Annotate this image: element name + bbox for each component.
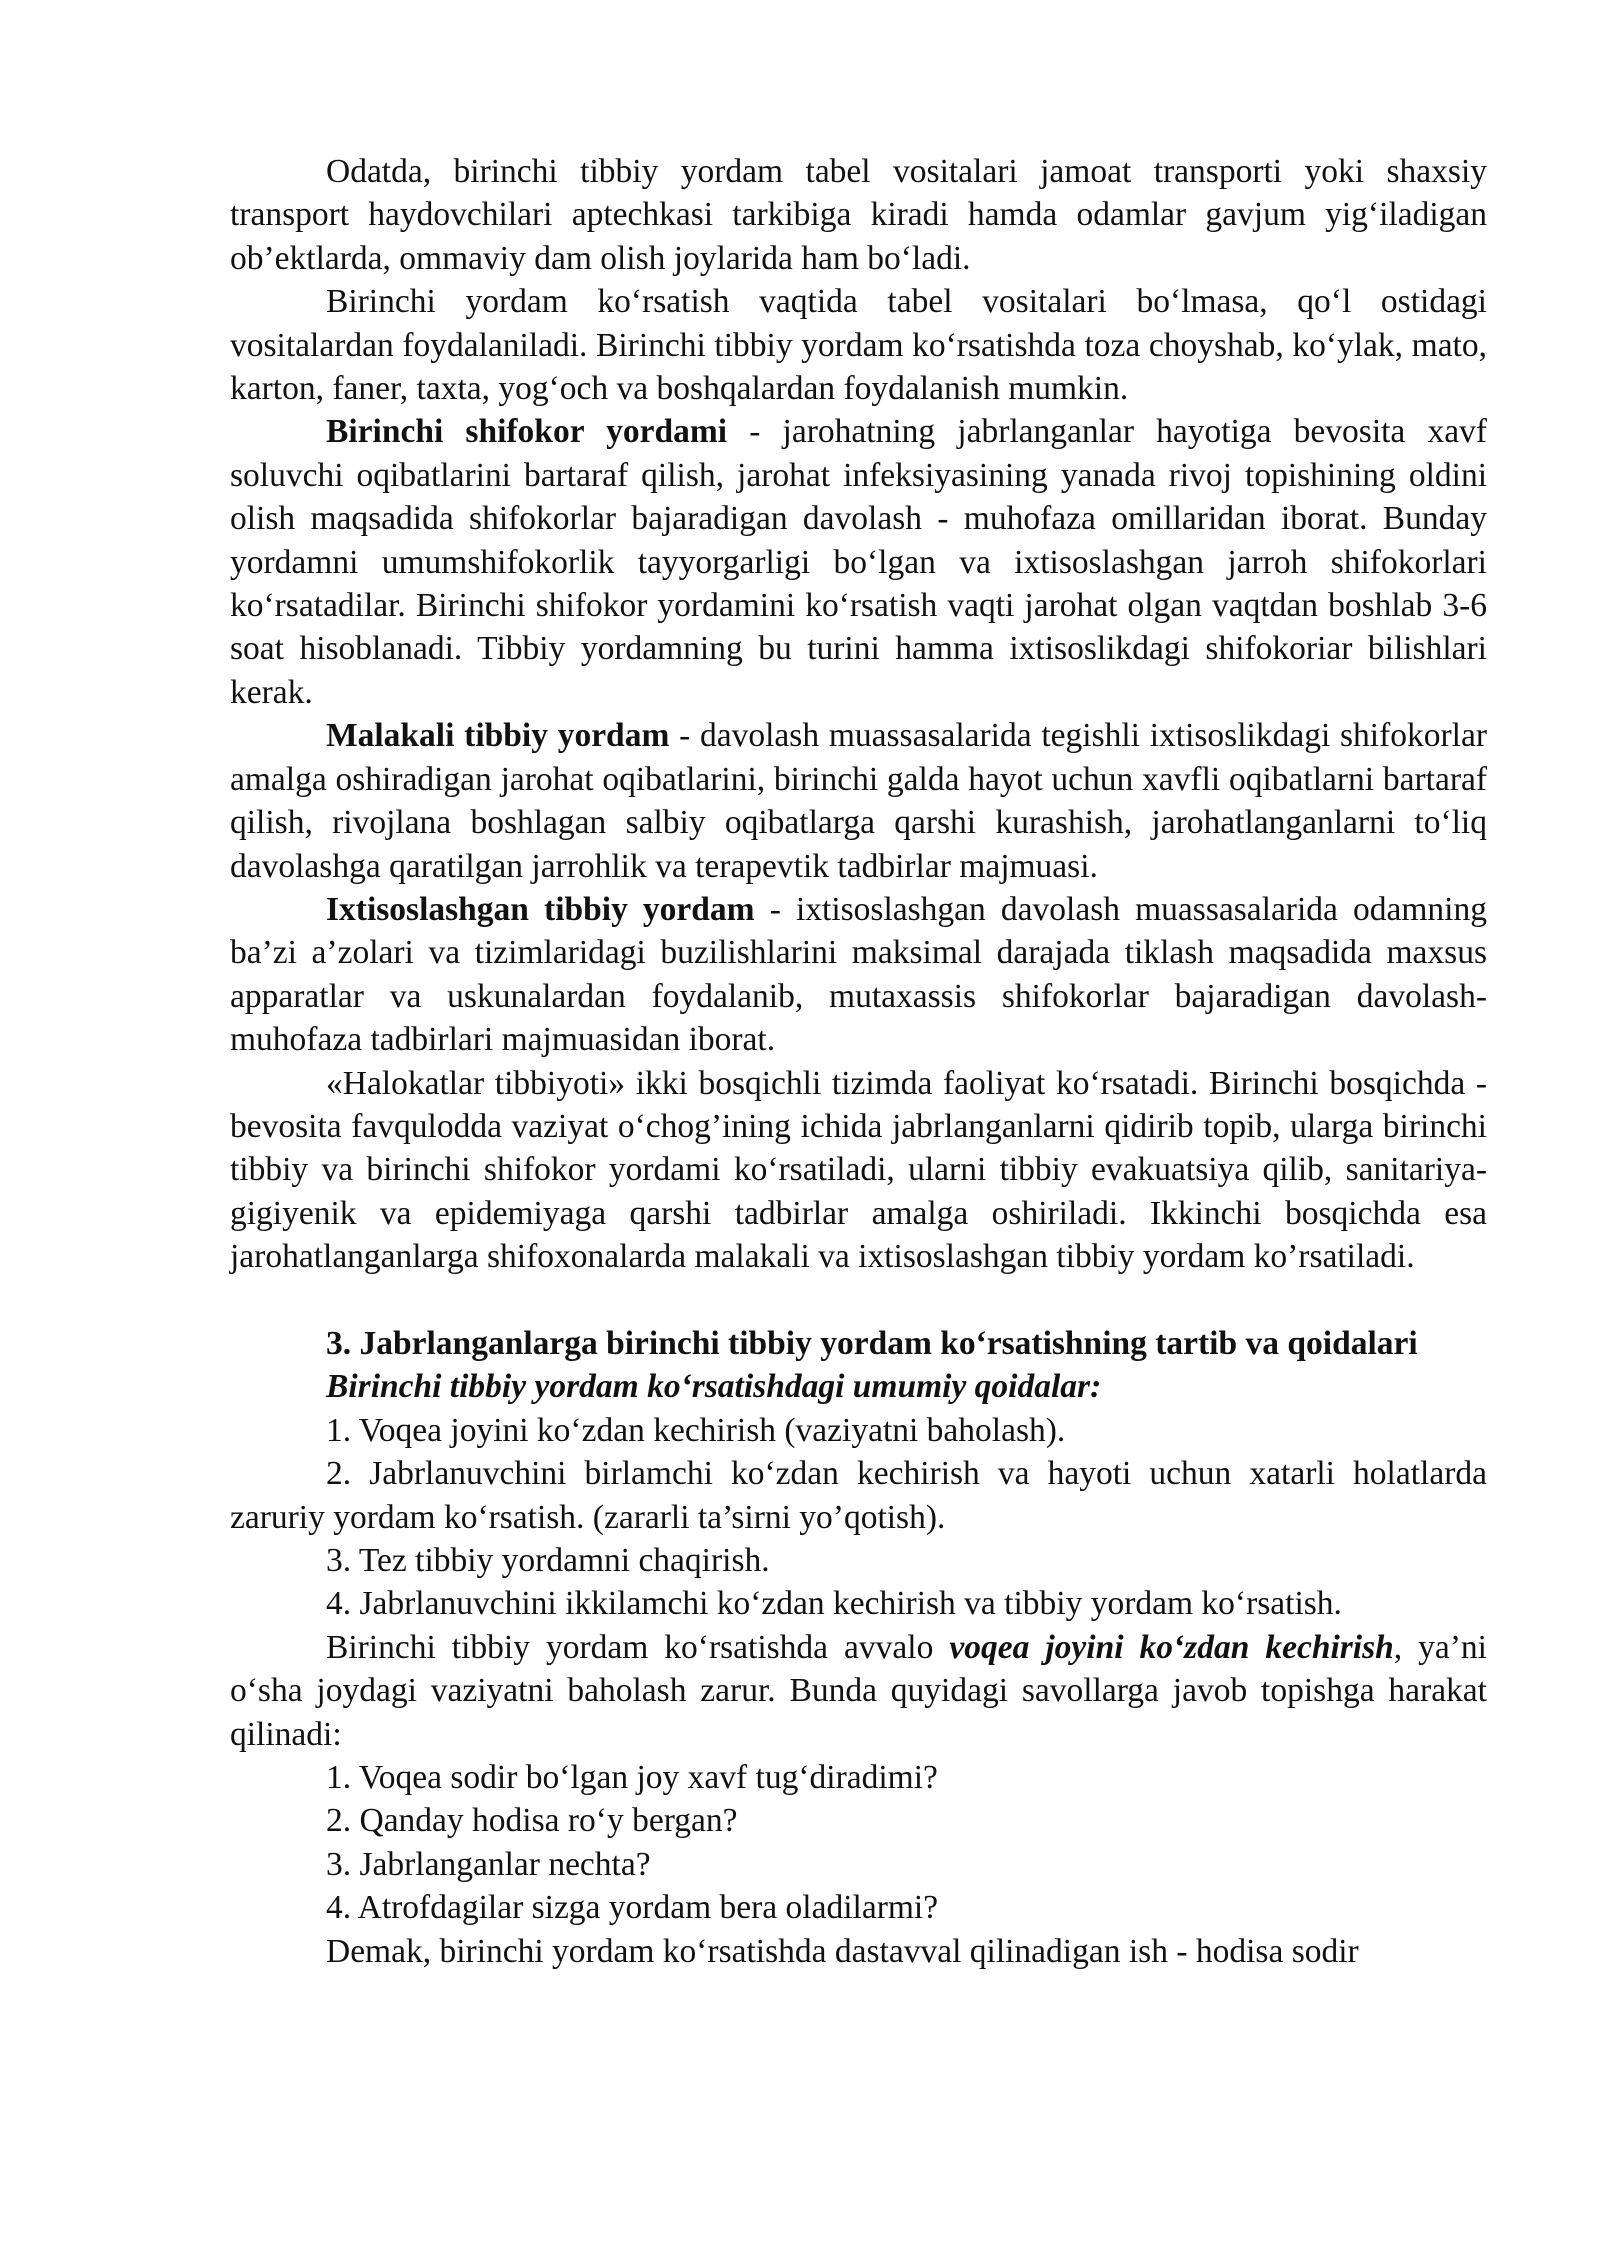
scene-assessment-emphasis: voqea joyini ko‘zdan kechirish	[949, 1628, 1394, 1666]
blank-line	[230, 1279, 1487, 1322]
paragraph-scene-assessment	[230, 1626, 1487, 1756]
paragraph-first-doctor-aid	[230, 410, 1487, 714]
term-specialized-aid: Ixtisoslashgan tibbiy yordam	[326, 890, 755, 928]
section-subheading: Birinchi tibbiy yordam ko‘rsatishdagi umumiy qoidalar:	[326, 1368, 1102, 1406]
paragraph-specialized-aid	[230, 888, 1487, 1062]
paragraph-disaster-medicine: «Halokatlar tibbiyoti» ikki bosqichli tizimda faoliyat ko‘rsatadi. Birinchi bosqichda - bevosita favqulodda vaziyat o‘chog’ining ichida jabrlanganlarni qidirib topib, ularga birinchi tibbiy va birinchi shifokor yordami ko‘rsatiladi, ularni tibbiy evakuatsiya qilib, sanitariya-gigiyenik va epidemiyaga qarshi tadbirlar amalga oshiriladi. Ikkinchi bosqichda esa jarohatlanganlarga shifoxonalarda malakali va ixtisoslashgan tibbiy yordam ko’rsatiladi.	[230, 1064, 1487, 1276]
term-first-doctor-aid: Birinchi shifokor yordami	[326, 413, 728, 451]
rule-item-3: 3. Tez tibbiy yordamni chaqirish.	[326, 1541, 770, 1579]
definition-specialized-aid: - ixtisoslashgan davolash muassasalarida odamning ba’zi a’zolari va tizimlaridagi buzilishlarini maksimal darajada tiklash maqsadida maxsus apparatlar va uskunalardan foydalanib, mutaxassis shifokorlar bajaradigan davolash-muhofaza tadbirlari majmuasidan iborat.	[230, 890, 1487, 1059]
paragraph-first-aid-kits: Odatda, birinchi tibbiy yordam tabel vositalari jamoat transporti yoki shaxsiy transport haydovchilari aptechkasi tarkibiga kiradi hamda odamlar gavjum yig‘iladigan ob’ektlarda, ommaviy dam olish joylarida ham bo‘ladi.	[230, 153, 1487, 277]
scene-assessment-start: Birinchi tibbiy yordam ko‘rsatishda avvalo	[326, 1628, 950, 1666]
question-item-1: 1. Voqea sodir bo‘lgan joy xavf tug‘diradimi?	[326, 1759, 938, 1797]
paragraph-qualified-aid	[230, 714, 1487, 888]
question-item-4: 4. Atrofdagilar sizga yordam bera oladilarmi?	[326, 1889, 939, 1927]
rule-item-1: 1. Voqea joyini ko‘zdan kechirish (vaziyatni baholash).	[326, 1411, 1066, 1449]
question-item-2: 2. Qanday hodisa ro‘y bergan?	[326, 1802, 738, 1840]
scene-assessment-end: , ya’ni o‘sha joydagi vaziyatni baholash zarur. Bunda quyidagi savollarga javob topishga harakat qilinadi:	[230, 1628, 1487, 1753]
term-qualified-aid: Malakali tibbiy yordam	[326, 717, 670, 755]
question-item-3: 3. Jabrlanganlar nechta?	[326, 1845, 651, 1883]
paragraph-improvised-means: Birinchi yordam ko‘rsatish vaqtida tabel vositalari bo‘lmasa, qo‘l ostidagi vositalardan foydalaniladi. Birinchi tibbiy yordam ko‘rsatishda toza choyshab, ko‘ylak, mato, karton, faner, taxta, yog‘och va boshqalardan foydalanish mumkin.	[230, 283, 1487, 408]
rule-item-2: 2. Jabrlanuvchini birlamchi ko‘zdan kechirish va hayoti uchun xatarli holatlarda zaruriy yordam ko‘rsatish. (zararli ta’sirni yo’qotish).	[230, 1455, 1487, 1536]
definition-first-doctor-aid: - jarohatning jabrlanganlar hayotiga bevosita xavf soluvchi oqibatlarini bartaraf qilish, jarohat infeksiyasining yanada rivoj topishining oldini olish maqsadida shifokorlar bajaradigan davolash - muhofaza omillaridan iborat. Bunday yordamni umumshifokorlik tayyorgarligi bo‘lgan va ixtisoslashgan jarroh shifokorlari ko‘rsatadilar. Birinchi shifokor yordamini ko‘rsatish vaqti jarohat olgan vaqtdan boshlab 3-6 soat hisoblanadi. Tibbiy yordamning bu turini hamma ixtisoslikdagi shifokoriar bilishlari kerak.	[230, 413, 1487, 711]
rule-item-4: 4. Jabrlanuvchini ikkilamchi ko‘zdan kechirish va tibbiy yordam ko‘rsatish.	[326, 1585, 1342, 1623]
definition-qualified-aid: - davolash muassasalarida tegishli ixtisoslikdagi shifokorlar amalga oshiradigan jarohat oqibatlarini, birinchi galda hayot uchun xavfli oqibatlarni bartaraf qilish, rivojlana boshlagan salbiy oqibatlarga qarshi kurashish, jarohatlanganlarni to‘liq davolashga qaratilgan jarrohlik va terapevtik tadbirlar majmuasi.	[230, 717, 1487, 885]
document-page	[230, 150, 1487, 1973]
paragraph-conclusion: Demak, birinchi yordam ko‘rsatishda dastavval qilinadigan ish - hodisa sodir	[326, 1932, 1359, 1970]
section-heading: 3. Jabrlanganlarga birinchi tibbiy yordam ko‘rsatishning tartib va qoidalari	[326, 1324, 1418, 1362]
